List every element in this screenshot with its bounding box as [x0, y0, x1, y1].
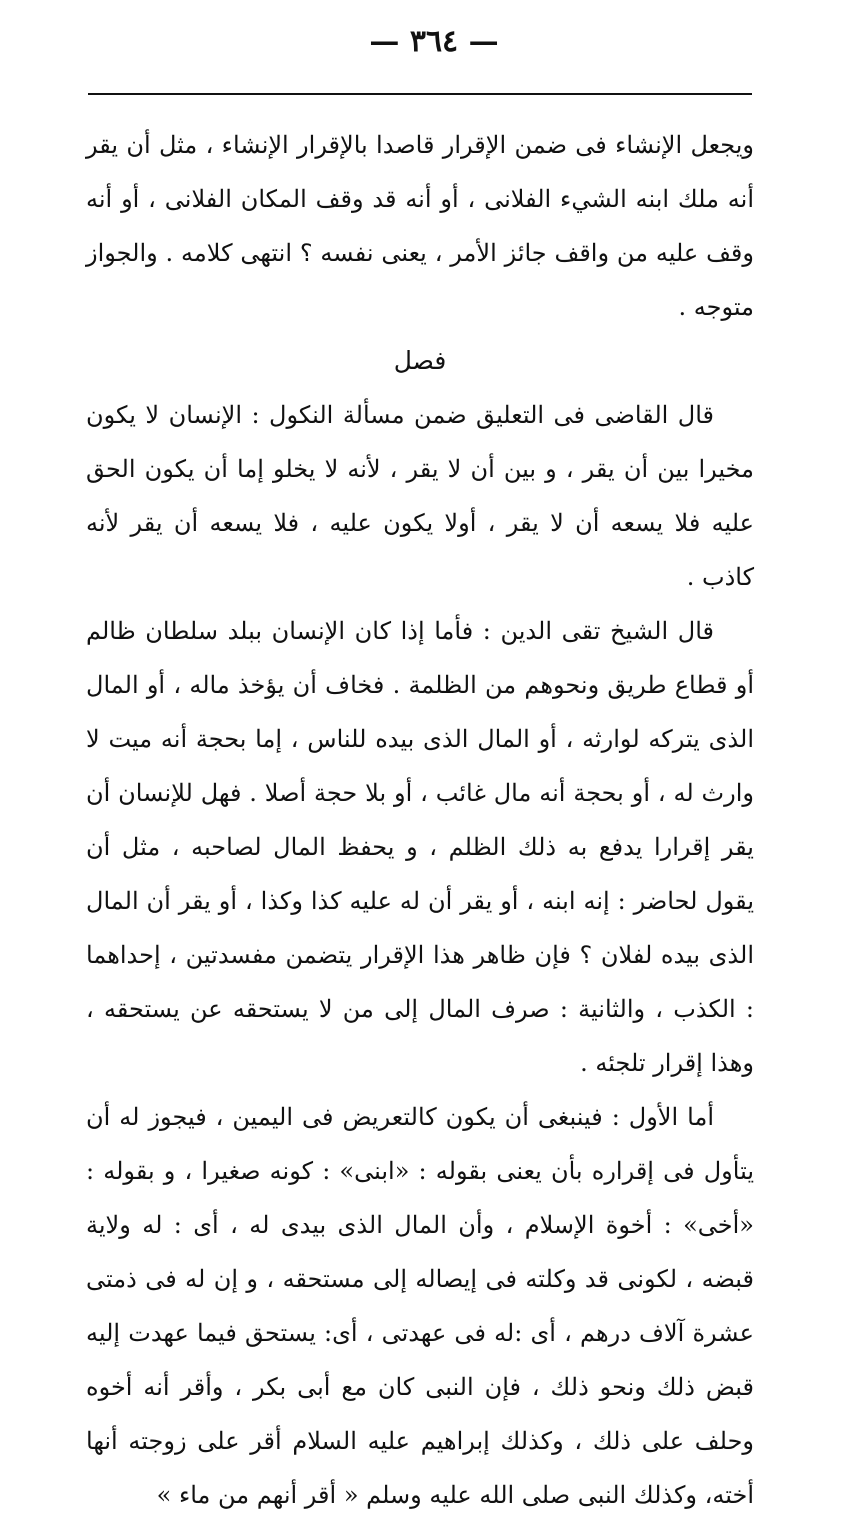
- paragraph-continuation: ويجعل الإنشاء فى ضمن الإقرار قاصدا بالإقرار الإنشاء ، مثل أن يقر أنه ملك ابنه الشيء الفلانى ، أو أنه قد وقف المكان الفلانى ، أو أنه وقف عليه من واقف جائز الأمر ، يعنى نفسه ؟ انتهى كلامه . والجواز متوجه .: [86, 131, 754, 321]
- section-heading: فصل: [393, 346, 447, 375]
- page-number: — ٣٦٤ —: [369, 24, 499, 59]
- header-rule: [88, 93, 752, 95]
- paragraph-qadi: قال القاضى فى التعليق ضمن مسألة النكول : الإنسان لا يكون مخيرا بين أن يقر ، و بين أن لا يقر ، لأنه لا يخلو إما أن يكون الحق عليه فلا يسعه أن لا يقر ، أولا يكون عليه ، فلا يسعه أن يقر لأنه كاذب .: [86, 401, 754, 591]
- paragraph-first-point: أما الأول : فينبغى أن يكون كالتعريض فى اليمين ، فيجوز له أن يتأول فى إقراره بأن يعنى بقوله : «ابنى» : كونه صغيرا ، و بقوله : «أخى» : أخوة الإسلام ، وأن المال الذى بيدى له ، أى : له ولاية قبضه ، لكونى قد وكلته فى إيصاله إلى مستحقه ، و إن له فى ذمتى عشرة آلاف درهم ، أى :له فى عهدتى ، أى: يستحق فيما عهدت إليه قبض ذلك ونحو ذلك ، فإن النبى كان مع أبى بكر ، وأقر أنه أخوه وحلف على ذلك ، وكذلك إبراهيم عليه السلام أقر على زوجته أنها أخته، وكذلك النبى صلى الله عليه وسلم « أقر أنهم من ماء »: [86, 1103, 754, 1509]
- page-body: [86, 118, 754, 1522]
- paragraph-shaykh: قال الشيخ تقى الدين : فأما إذا كان الإنسان ببلد سلطان ظالم أو قطاع طريق ونحوهم من الظلمة . فخاف أن يؤخذ ماله ، أو المال الذى يتركه لوارثه ، أو المال الذى بيده للناس ، إما بحجة أنه ميت لا وارث له ، أو بحجة أنه مال غائب ، أو بلا حجة أصلا . فهل للإنسان أن يقر إقرارا يدفع به ذلك الظلم ، و يحفظ المال لصاحبه ، مثل أن يقول لحاضر : إنه ابنه ، أو يقر أن له عليه كذا وكذا ، أو يقر أن المال الذى بيده لفلان ؟ فإن ظاهر هذا الإقرار يتضمن مفسدتين ، إحداهما : الكذب ، والثانية : صرف المال إلى من لا يستحقه عن يستحقه ، وهذا إقرار تلجئه .: [86, 617, 754, 1077]
